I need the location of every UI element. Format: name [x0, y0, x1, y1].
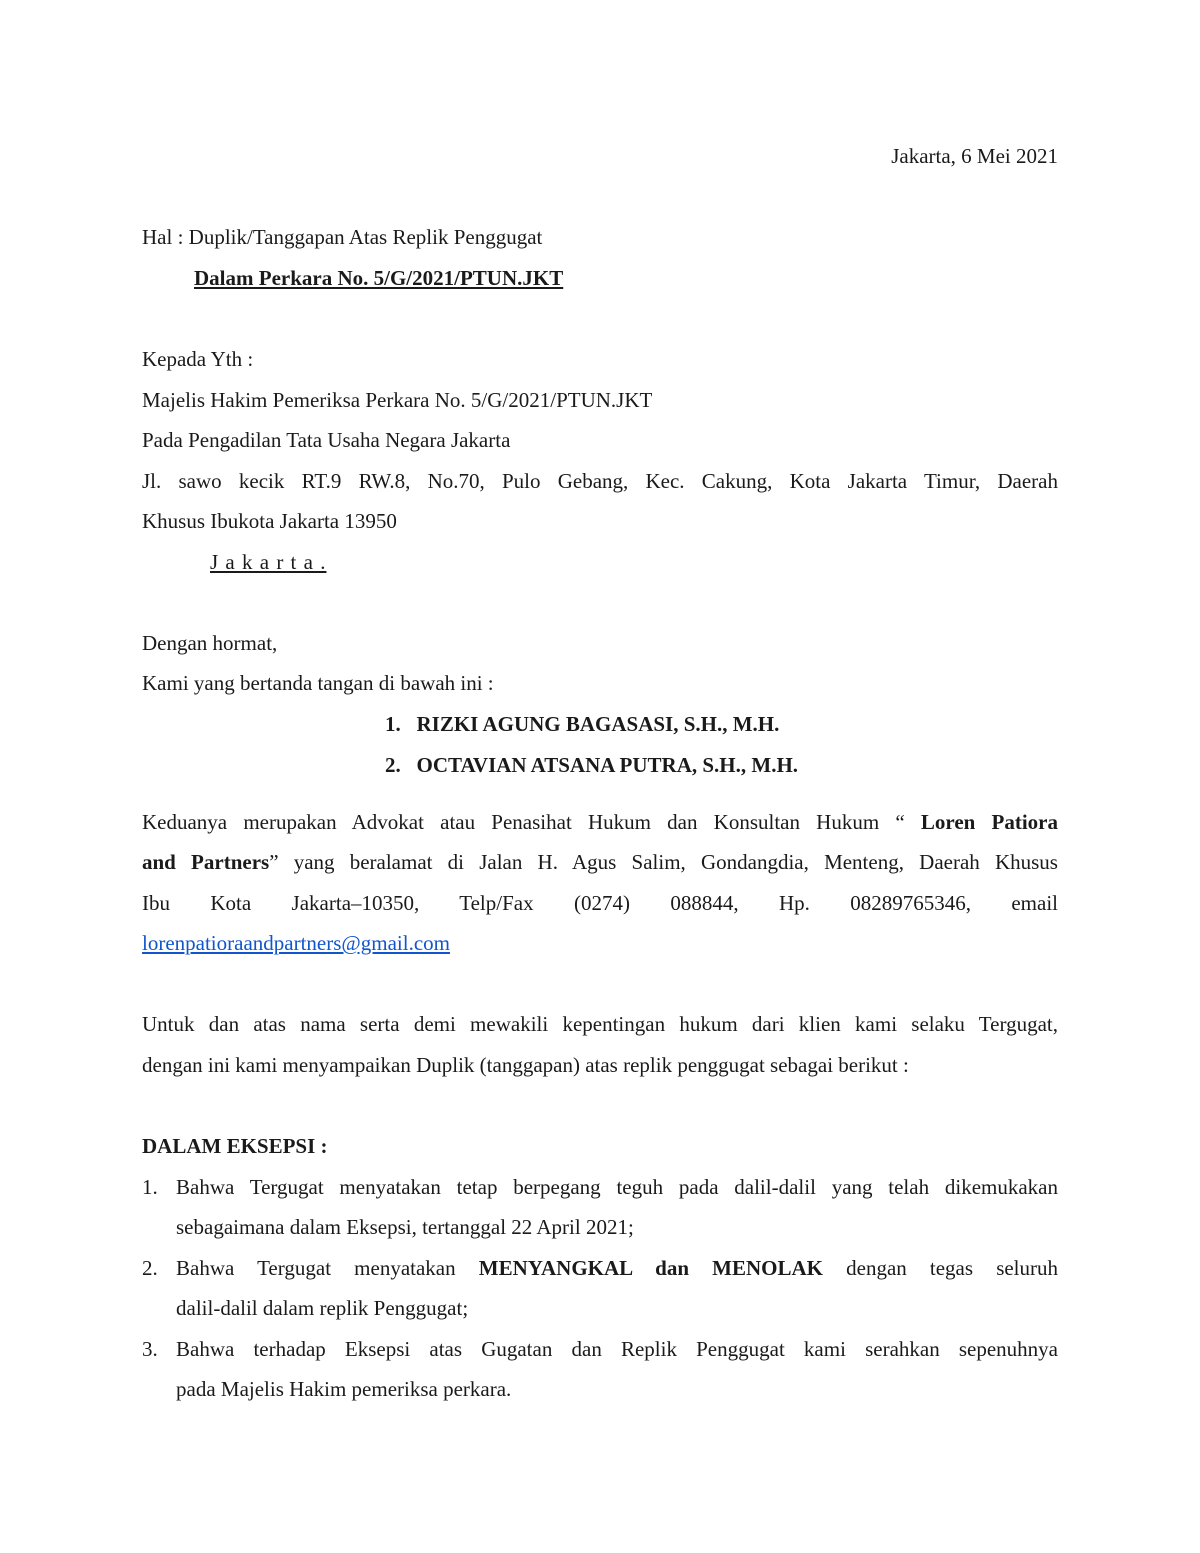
item-line-2: pada Majelis Hakim pemeriksa perkara.: [176, 1377, 512, 1401]
subject-line: Hal : Duplik/Tanggapan Atas Replik Penggugat: [142, 225, 543, 249]
greeting: Dengan hormat,: [142, 631, 278, 655]
signatory-1: [385, 714, 779, 735]
signatory-number: 1.: [385, 712, 401, 736]
case-number-heading: Dalam Perkara No. 5/G/2021/PTUN.JKT: [194, 266, 564, 290]
recipient-city: J a k a r t a .: [210, 550, 327, 574]
intro-line: Kami yang bertanda tangan di bawah ini :: [142, 671, 494, 695]
firm-text: Keduanya merupakan Advokat atau Penasihat Hukum dan Konsultan Hukum “: [142, 810, 905, 834]
signatory-2: [385, 755, 798, 776]
item-number: 1.: [142, 1175, 158, 1199]
purpose-line-1: Untuk dan atas nama serta demi mewakili kepentingan hukum dari klien kami selaku Tergugat,: [142, 1012, 1058, 1036]
recipient-address-2: Khusus Ibukota Jakarta 13950: [142, 509, 397, 533]
item-number: 2.: [142, 1256, 158, 1280]
section-title: DALAM EKSEPSI :: [142, 1134, 328, 1158]
recipient-line-1: Majelis Hakim Pemeriksa Perkara No. 5/G/2021/PTUN.JKT: [142, 388, 653, 412]
signatory-number: 2.: [385, 753, 401, 777]
firm-text: ” yang beralamat di Jalan H. Agus Salim, Gondangdia, Menteng, Daerah Khusus: [269, 850, 1058, 874]
item-line-1: Bahwa Tergugat menyatakan tetap berpegang teguh pada dalil-dalil yang telah dikemukakan: [176, 1175, 1058, 1199]
recipient-line-2: Pada Pengadilan Tata Usaha Negara Jakarta: [142, 428, 511, 452]
recipient-label: Kepada Yth :: [142, 347, 254, 371]
firm-name-part-2: and Partners: [142, 850, 270, 874]
purpose-line-2: dengan ini kami menyampaikan Duplik (tanggapan) atas replik penggugat sebagai berikut :: [142, 1053, 909, 1077]
recipient-address-1: Jl. sawo kecik RT.9 RW.8, No.70, Pulo Gebang, Kec. Cakung, Kota Jakarta Timur, Daerah: [142, 469, 1058, 493]
signatory-name: RIZKI AGUNG BAGASASI, S.H., M.H.: [416, 712, 780, 736]
item-number: 3.: [142, 1337, 158, 1361]
firm-name-part-1: Loren Patiora: [920, 810, 1058, 834]
item-line-2: sebagaimana dalam Eksepsi, tertanggal 22 April 2021;: [176, 1215, 634, 1239]
item-line-2: dalil-dalil dalam replik Penggugat;: [176, 1296, 469, 1320]
firm-email-link[interactable]: lorenpatioraandpartners@gmail.com: [142, 931, 450, 955]
item-text: dengan tegas seluruh: [846, 1256, 1059, 1280]
signatory-name: OCTAVIAN ATSANA PUTRA, S.H., M.H.: [416, 753, 799, 777]
firm-paragraph-line-1: [142, 812, 1058, 833]
firm-paragraph-line-2: [142, 852, 1058, 873]
item-text: Bahwa Tergugat menyatakan: [176, 1256, 456, 1280]
item-line-1: Bahwa terhadap Eksepsi atas Gugatan dan Replik Penggugat kami serahkan sepenuhnya: [176, 1337, 1058, 1361]
place-date: Jakarta, 6 Mei 2021: [891, 144, 1058, 168]
item-emphasis: MENYANGKAL dan MENOLAK: [478, 1256, 823, 1280]
item-line-1: [176, 1258, 1058, 1279]
firm-paragraph-line-3: Ibu Kota Jakarta–10350, Telp/Fax (0274) 088844, Hp. 08289765346, email: [142, 891, 1058, 915]
